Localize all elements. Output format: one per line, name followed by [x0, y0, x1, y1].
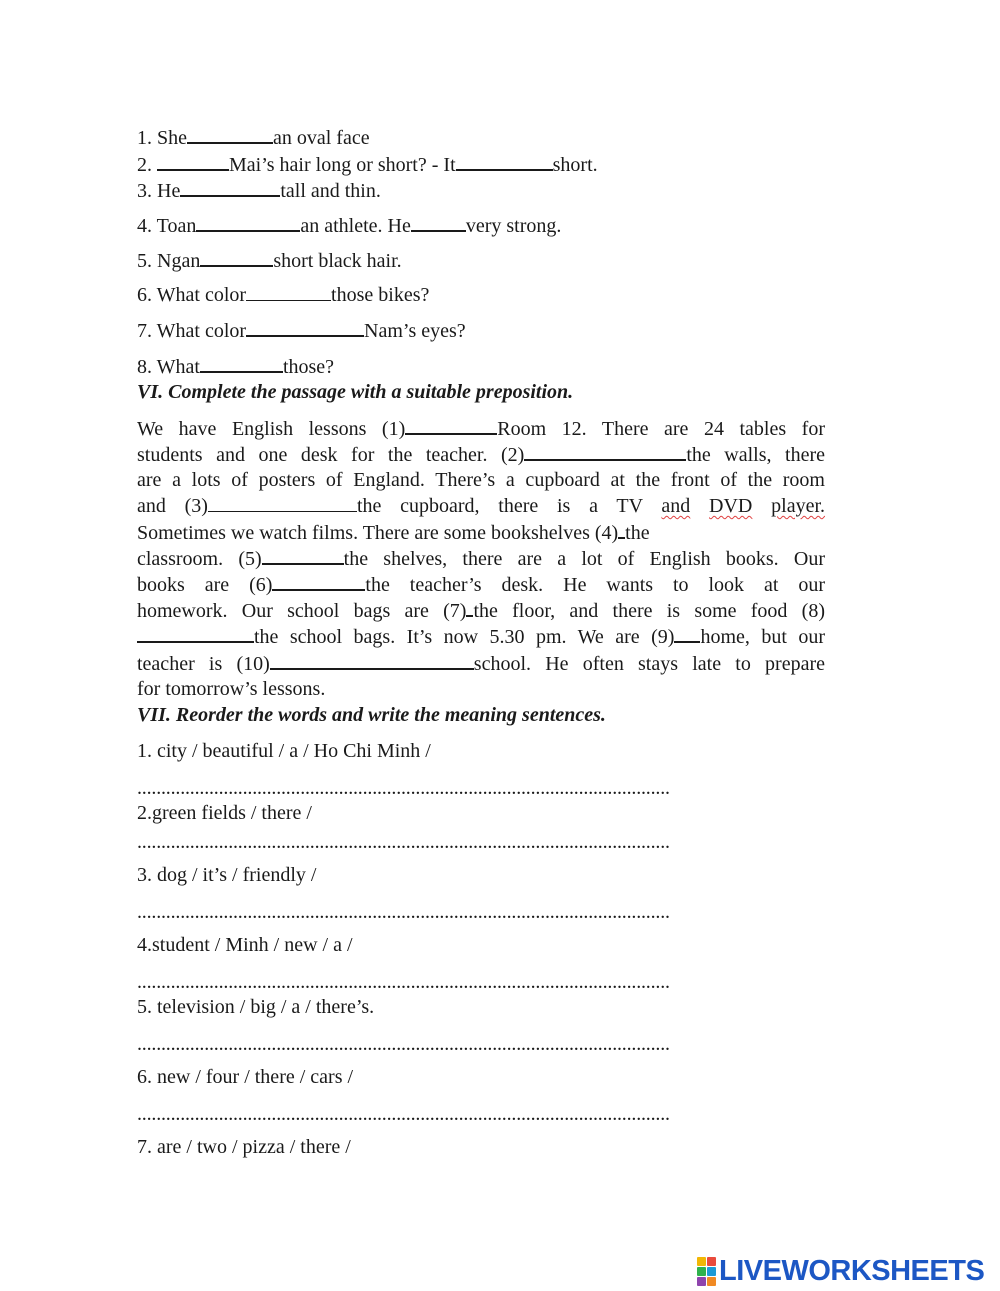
- answer-blank-6[interactable]: [272, 572, 365, 591]
- answer-line-6[interactable]: ...............................................................................................................: [137, 1103, 670, 1125]
- answer-blank-5[interactable]: [262, 546, 344, 565]
- answer-line-2[interactable]: ...............................................................................................................: [137, 831, 670, 853]
- brand-name: LIVEWORKSHEETS: [719, 1254, 985, 1287]
- passage-line-6: classroom. (5) the shelves, there are a lot of English books. Our: [137, 548, 825, 570]
- passage-line-4: and (3) the cupboard, there is a TV and DVD player.: [137, 495, 826, 517]
- answer-line-3[interactable]: ...............................................................................................................: [137, 901, 670, 923]
- passage-line-1: We have English lessons (1) Room 12. There are 24 tables for: [137, 418, 825, 440]
- liveworksheets-logo: [697, 1256, 984, 1286]
- answer-blank[interactable]: [246, 318, 364, 337]
- answer-blank-10[interactable]: [270, 651, 474, 670]
- answer-line-1[interactable]: ...............................................................................................................: [137, 777, 670, 799]
- answer-blank[interactable]: [187, 125, 273, 144]
- answer-blank[interactable]: [246, 283, 331, 301]
- exercise5-item-8: 8. What those?: [137, 356, 335, 378]
- answer-blank[interactable]: [157, 152, 229, 171]
- answer-blank[interactable]: [456, 152, 553, 171]
- exercise5-item-5: 5. Ngan short black hair.: [137, 250, 402, 272]
- answer-blank-3[interactable]: [208, 494, 357, 512]
- reorder-prompt-1: 1. city / beautiful / a / Ho Chi Minh /: [137, 740, 431, 762]
- exercise5-item-2: 2. Mai’s hair long or short? - It short.: [137, 154, 598, 176]
- passage-line-11: for tomorrow’s lessons.: [137, 678, 326, 700]
- passage-line-5: Sometimes we watch films. There are some bookshelves (4) the: [137, 522, 650, 544]
- exercise5-item-6: 6. What color those bikes?: [137, 284, 430, 306]
- answer-blank-8[interactable]: [137, 624, 254, 643]
- reorder-prompt-2: 2.green fields / there /: [137, 802, 312, 824]
- passage-line-2: students and one desk for the teacher. (2) the walls, there: [137, 444, 825, 466]
- answer-blank-9[interactable]: [674, 624, 700, 643]
- exercise5-item-3: 3. He tall and thin.: [137, 180, 381, 202]
- answer-blank-2[interactable]: [524, 442, 686, 461]
- passage-line-8: homework. Our school bags are (7) the floor, and there is some food (8): [137, 600, 825, 622]
- reorder-prompt-4: 4.student / Minh / new / a /: [137, 934, 353, 956]
- passage-line-7: books are (6) the teacher’s desk. He wants to look at our: [137, 574, 825, 596]
- exercise5-item-1: 1. She an oval face: [137, 127, 370, 149]
- passage-line-9: the school bags. It’s now 5.30 pm. We are (9) home, but our: [137, 624, 825, 649]
- answer-blank[interactable]: [196, 213, 300, 232]
- reorder-prompt-7: 7. are / two / pizza / there /: [137, 1136, 351, 1158]
- reorder-prompt-6: 6. new / four / there / cars /: [137, 1066, 354, 1088]
- exercise5-item-4: 4. Toan an athlete. He very strong.: [137, 215, 562, 237]
- exercise7-heading: VII. Reorder the words and write the meaning sentences.: [137, 704, 606, 726]
- reorder-prompt-5: 5. television / big / a / there’s.: [137, 996, 375, 1018]
- answer-blank[interactable]: [200, 248, 273, 267]
- answer-blank[interactable]: [180, 178, 280, 197]
- reorder-prompt-3: 3. dog / it’s / friendly /: [137, 864, 317, 886]
- answer-blank-1[interactable]: [405, 416, 497, 435]
- answer-line-5[interactable]: ...............................................................................................................: [137, 1033, 670, 1055]
- liveworksheets-logo-icon: [697, 1257, 716, 1286]
- passage-line-10: teacher is (10) school. He often stays late to prepare: [137, 653, 825, 675]
- passage-line-3: are a lots of posters of England. There’s a cupboard at the front of the room: [137, 469, 825, 491]
- answer-line-4[interactable]: ...............................................................................................................: [137, 971, 670, 993]
- answer-blank[interactable]: [411, 213, 466, 232]
- answer-blank[interactable]: [200, 354, 283, 373]
- exercise6-heading: VI. Complete the passage with a suitable preposition.: [137, 381, 574, 403]
- exercise5-item-7: 7. What color Nam’s eyes?: [137, 320, 466, 342]
